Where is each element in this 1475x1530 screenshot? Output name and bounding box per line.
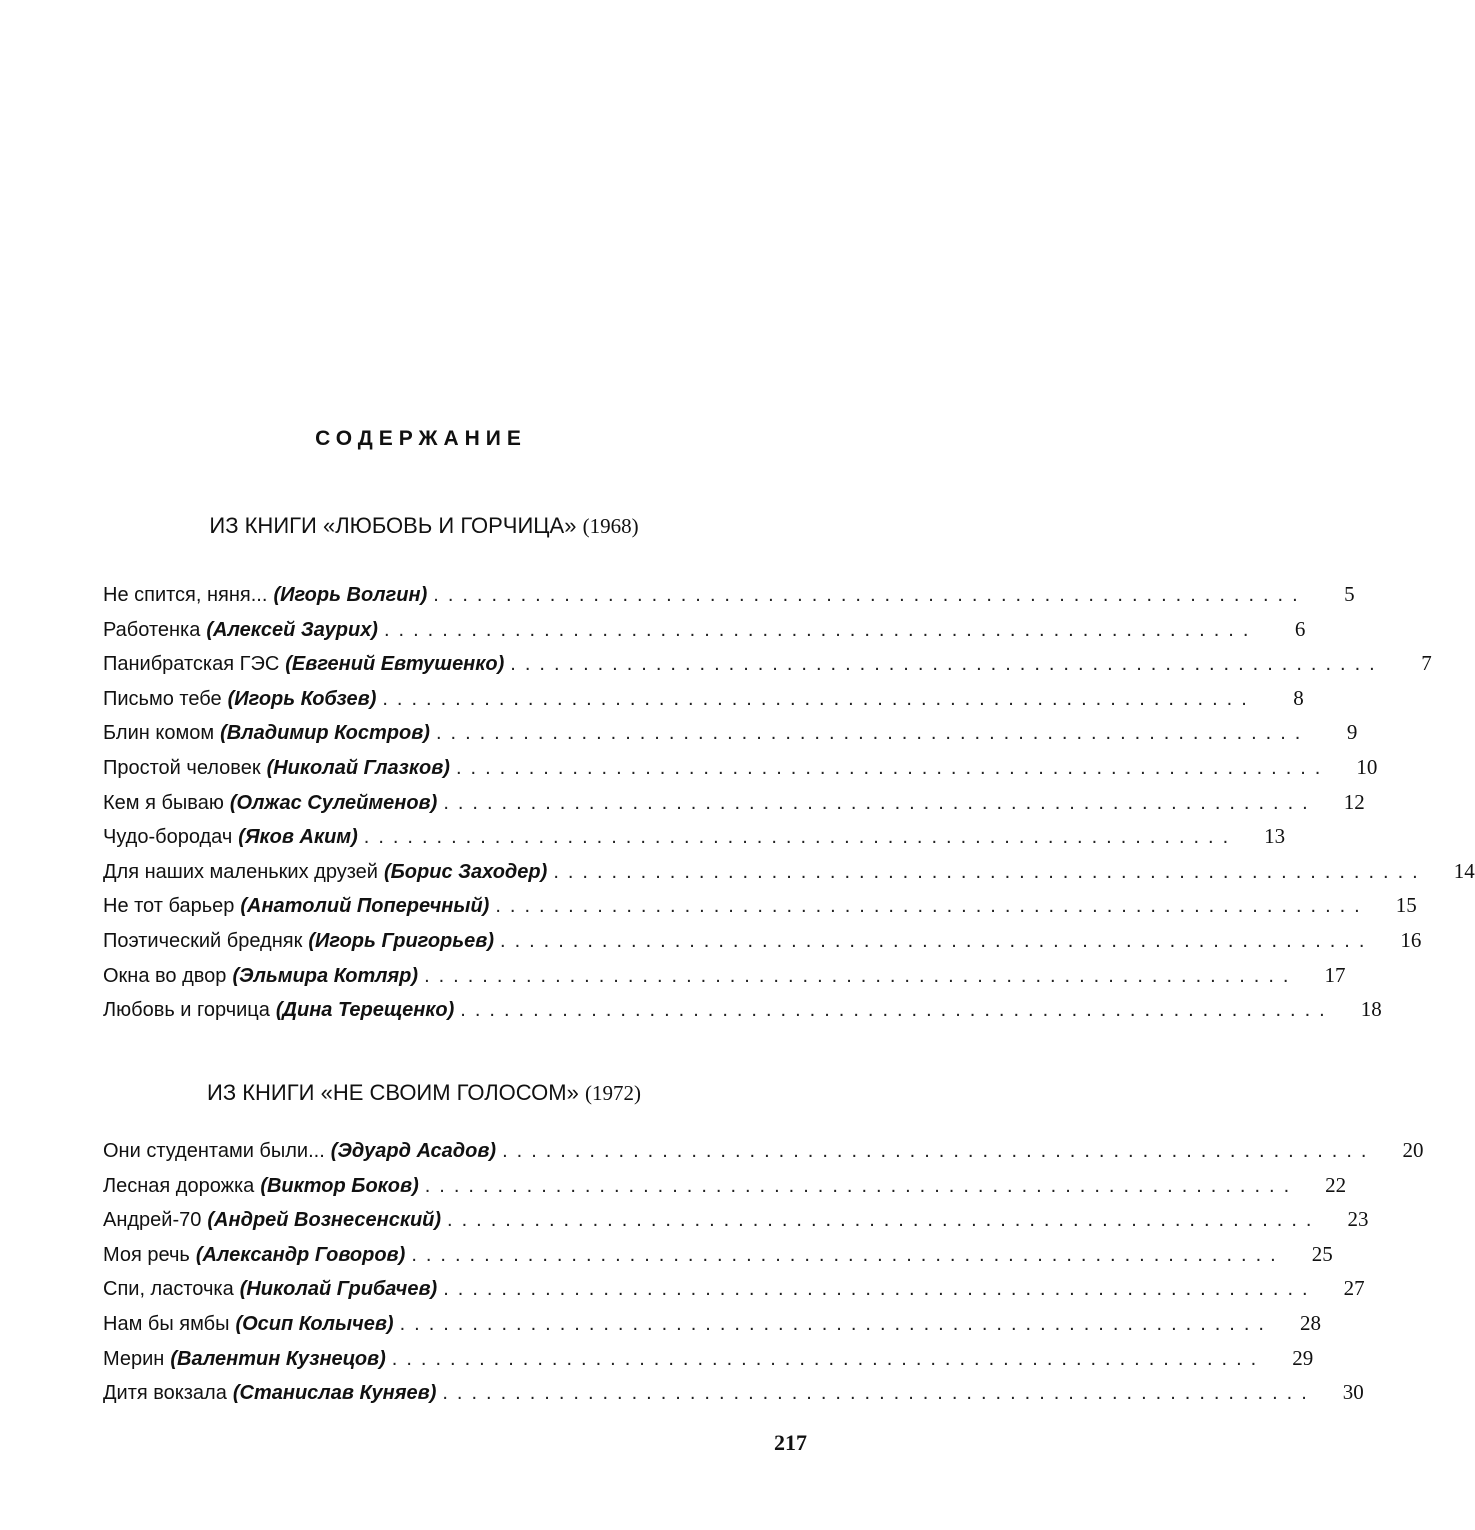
entry-title: Мерин (103, 1347, 165, 1370)
entry-page-number: 10 (1356, 754, 1378, 779)
dot-leader: ............................................................ (435, 722, 1310, 745)
entry-title: Андрей-70 (103, 1209, 202, 1232)
entry-title: Любовь и горчица (103, 999, 270, 1022)
toc-entry (103, 1207, 1369, 1242)
toc-entry (103, 997, 1382, 1032)
entry-title: Кем я бываю (103, 791, 224, 814)
entry-title: Моя речь (103, 1243, 190, 1266)
entry-page-number: 30 (1342, 1380, 1364, 1405)
entry-author: (Эльмира Котляр) (232, 964, 419, 987)
entry-author: (Валентин Кузнецов) (170, 1347, 386, 1370)
dot-leader: ............................................................ (455, 756, 1330, 779)
entry-page-number: 28 (1299, 1310, 1321, 1335)
entry-author: (Игорь Григорьев) (308, 929, 495, 952)
entry-author: (Алексей Заурих) (206, 618, 378, 641)
entry-author: (Анатолий Поперечный) (240, 895, 490, 918)
toc-entry (103, 754, 1378, 790)
entry-title: Не тот барьер (103, 895, 235, 918)
entry-title: Панибратская ГЭС (103, 653, 280, 676)
dot-leader: ............................................................ (391, 1347, 1266, 1370)
toc-entry (103, 962, 1346, 998)
entry-page-number: 27 (1343, 1276, 1365, 1301)
entry-author: (Эдуард Асадов) (330, 1140, 497, 1162)
dot-leader: ............................................................ (433, 584, 1307, 606)
entry-page-number: 22 (1325, 1172, 1347, 1197)
section-title (104, 513, 744, 539)
dot-leader: ............................................................ (500, 929, 1374, 952)
contents-heading: СОДЕРЖАНИЕ (315, 427, 527, 450)
entry-page-number: 9 (1346, 720, 1358, 745)
toc-entry (103, 685, 1304, 721)
dot-leader: ............................................................ (383, 618, 1258, 641)
toc-entry (103, 858, 1475, 894)
section-title-text: ИЗ КНИГИ «НЕ СВОИМ ГОЛОСОМ» (207, 1080, 579, 1105)
toc-entry (103, 1345, 1314, 1381)
entry-title: Письмо тебе (103, 687, 222, 710)
entry-author: (Александр Говоров) (195, 1243, 406, 1266)
entry-author: (Николай Грибачев) (239, 1278, 438, 1301)
entry-author: (Олжас Сулейменов) (229, 791, 438, 814)
entry-author: (Яков Аким) (238, 826, 358, 849)
entry-page-number: 25 (1311, 1241, 1333, 1266)
toc-entry (103, 1138, 1424, 1173)
toc-list (103, 1138, 1424, 1415)
entry-page-number: 20 (1402, 1138, 1424, 1162)
toc-entry (103, 1276, 1365, 1311)
entry-author: (Борис Заходер) (383, 860, 548, 883)
entry-title: Простой человек (103, 756, 261, 779)
dot-leader: ............................................................ (424, 1174, 1299, 1197)
dot-leader: ............................................................ (399, 1312, 1273, 1335)
dot-leader: ............................................................ (495, 895, 1369, 918)
section-year: (1972) (584, 1081, 641, 1105)
dot-leader: ............................................................ (460, 999, 1334, 1022)
dot-leader: ............................................................ (363, 826, 1238, 849)
dot-leader: ............................................................ (442, 1382, 1316, 1405)
entry-title: Нам бы ямбы (103, 1312, 230, 1335)
entry-title: Они студентами были... (103, 1140, 325, 1162)
entry-page-number: 13 (1264, 824, 1286, 849)
dot-leader: ............................................................ (553, 860, 1427, 883)
entry-page-number: 18 (1360, 997, 1382, 1022)
entry-page-number: 17 (1324, 962, 1346, 987)
section-title-text: ИЗ КНИГИ «ЛЮБОВЬ И ГОРЧИЦА» (209, 513, 577, 538)
toc-entry (103, 720, 1358, 755)
dot-leader: ............................................................ (382, 687, 1256, 710)
toc-entry (103, 1380, 1364, 1415)
entry-page-number: 23 (1347, 1207, 1369, 1232)
toc-entry (103, 1172, 1347, 1208)
entry-author: (Дина Терещенко) (275, 999, 455, 1022)
toc-list (103, 582, 1475, 1032)
section-title (104, 1080, 744, 1106)
entry-author: (Станислав Куняев) (232, 1382, 437, 1405)
dot-leader: ............................................................ (411, 1243, 1285, 1266)
entry-title: Дитя вокзала (103, 1382, 227, 1405)
toc-entry (103, 1241, 1333, 1277)
entry-page-number: 16 (1400, 927, 1422, 952)
entry-title: Блин комом (103, 722, 215, 745)
toc-entry (103, 616, 1306, 652)
dot-leader: ............................................................ (443, 791, 1317, 814)
entry-page-number: 8 (1293, 685, 1304, 710)
dot-leader: ............................................................ (502, 1140, 1376, 1162)
entry-title: Окна во двор (103, 964, 227, 987)
dot-leader: ............................................................ (447, 1209, 1321, 1232)
entry-author: (Евгений Евтушенко) (285, 653, 505, 676)
page-number: 217 (774, 1430, 807, 1455)
entry-author: (Николай Глазков) (266, 756, 450, 779)
entry-title: Поэтический бредняк (103, 929, 303, 952)
entry-author: (Виктор Боков) (260, 1174, 419, 1197)
dot-leader: ............................................................ (443, 1278, 1317, 1301)
entry-page-number: 29 (1292, 1345, 1314, 1370)
toc-entry (103, 789, 1365, 825)
entry-title: Спи, ласточка (103, 1278, 234, 1301)
entry-author: (Андрей Вознесенский) (207, 1209, 442, 1232)
toc-entry (103, 582, 1355, 617)
entry-author: (Игорь Кобзев) (227, 687, 377, 710)
entry-title: Не спится, няня... (103, 584, 268, 606)
entry-page-number: 15 (1395, 893, 1417, 918)
entry-author: (Игорь Волгин) (273, 584, 428, 606)
entry-page-number: 7 (1421, 651, 1432, 676)
entry-author: (Владимир Костров) (220, 722, 430, 745)
entry-title: Работенка (103, 618, 201, 641)
toc-entry (103, 1310, 1321, 1346)
entry-title: Лесная дорожка (103, 1174, 255, 1197)
toc-entry (103, 651, 1432, 686)
section-year: (1968) (582, 514, 639, 538)
entry-title: Чудо-бородач (103, 826, 233, 849)
entry-page-number: 14 (1453, 858, 1475, 883)
dot-leader: ............................................................ (510, 653, 1384, 676)
toc-entry (103, 893, 1417, 928)
entry-page-number: 6 (1294, 616, 1306, 641)
dot-leader: ............................................................ (424, 964, 1298, 987)
entry-author: (Осип Колычев) (235, 1312, 394, 1335)
entry-page-number: 12 (1343, 789, 1365, 814)
toc-entry (103, 824, 1286, 859)
entry-title: Для наших маленьких друзей (103, 860, 378, 883)
toc-entry (103, 927, 1422, 963)
entry-page-number: 5 (1344, 582, 1355, 606)
